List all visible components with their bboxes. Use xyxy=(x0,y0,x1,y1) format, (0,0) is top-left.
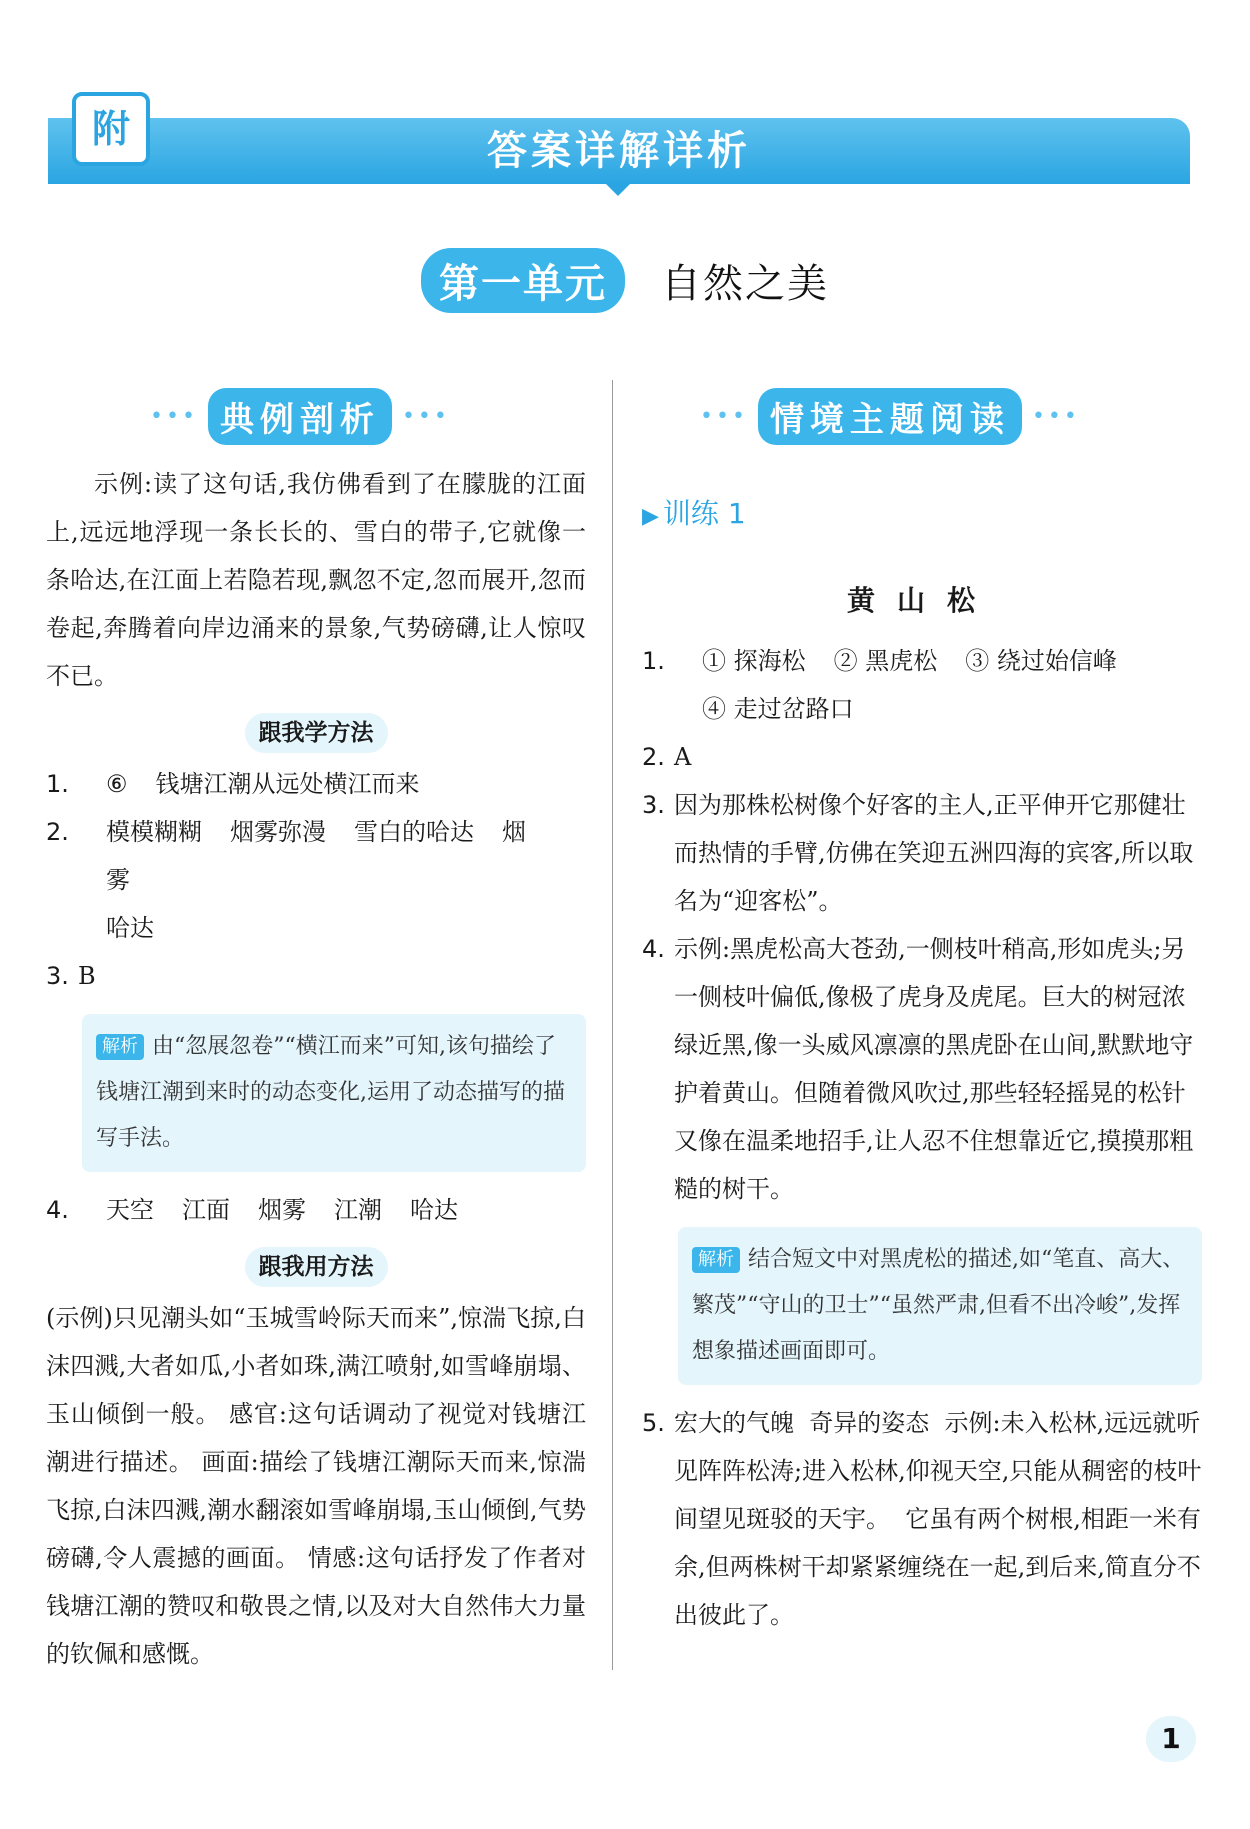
answer-1 xyxy=(642,637,1202,733)
answer-number: 1. xyxy=(642,647,665,675)
unit-name: 自然之美 xyxy=(661,260,829,307)
analysis-text: 由“忽展忽卷”“横江而来”可知,该句描绘了钱塘江潮到来时的动态变化,运用了动态描写的描写手法。 xyxy=(96,1034,565,1151)
training-text: 训练 1 xyxy=(662,497,746,530)
answer-2 xyxy=(642,733,1202,781)
answer-text: 哈达 xyxy=(410,1196,458,1224)
dots-decoration: ••• xyxy=(1031,403,1080,429)
answer-text: 江面 xyxy=(182,1196,230,1224)
analysis-tag: 解析 xyxy=(96,1034,144,1060)
answer-number: 2. xyxy=(46,818,69,846)
right-column xyxy=(642,490,1202,1639)
answer-text: 烟雾 xyxy=(258,1196,306,1224)
answer-text: 示例:黑虎松高大苍劲,一侧枝叶稍高,形如虎头;另一侧枝叶偏低,像极了虎身及虎尾。巨大的树冠浓绿近黑,像一头威风凛凛的黑虎卧在山间,默默地守护着黄山。但随着微风吹过,那些轻轻摇晃的松针又像在温柔地招手,让人忍不住想靠近它,摸摸那粗糙的树干。 xyxy=(674,935,1194,1203)
method-heading-label: 跟我用方法 xyxy=(245,1247,388,1287)
banner-notch xyxy=(606,184,630,196)
answer-number: 5. xyxy=(642,1409,665,1437)
answer-text: 雪白的哈达 xyxy=(354,818,474,846)
dots-decoration: ••• xyxy=(700,403,748,429)
answer-text: ④ 走过岔路口 xyxy=(702,695,854,723)
left-column xyxy=(46,460,586,1678)
answer-4 xyxy=(642,925,1202,1213)
answer-2 xyxy=(46,808,586,952)
dots-decoration: ••• xyxy=(150,403,198,429)
section-label: 典例剖析 xyxy=(208,388,392,445)
answer-1 xyxy=(46,760,586,808)
answer-number: 2. xyxy=(642,743,665,771)
method-heading xyxy=(46,1242,586,1290)
column-divider xyxy=(612,380,613,1670)
analysis-box xyxy=(678,1227,1202,1385)
answer-text: 钱塘江潮从远处横江而来 xyxy=(155,770,420,798)
method-heading-label: 跟我学方法 xyxy=(245,713,388,753)
method-paragraph: (示例)只见潮头如“玉城雪岭际天而来”,惊湍飞掠,白沫四溅,大者如瓜,小者如珠,满江喷射,如雪峰崩塌、玉山倾倒一般。 感官:这句话调动了视觉对钱塘江潮进行描述。 画面:描绘了钱塘江潮际天而来,惊湍飞掠,白沫四溅,潮水翻滚如雪峰崩塌,玉山倾倒,气势磅礴,令人震撼的画面。 情感:这句话抒发了作者对钱塘江潮的赞叹和敬畏之情,以及对大自然伟大力量的钦佩和感慨。 xyxy=(46,1304,586,1668)
section-title-right xyxy=(700,388,1080,444)
answer-number: 3. xyxy=(642,791,665,819)
answer-3 xyxy=(46,952,586,1000)
answer-text: B xyxy=(78,962,96,990)
answer-4 xyxy=(46,1186,586,1234)
page-number: 1 xyxy=(1146,1716,1196,1762)
dots-decoration: ••• xyxy=(401,403,450,429)
unit-label: 第一单元 xyxy=(421,248,625,313)
answer-text: ② 黑虎松 xyxy=(833,647,938,675)
answer-5 xyxy=(642,1399,1202,1639)
answer-text: A xyxy=(674,743,692,771)
analysis-box xyxy=(82,1014,586,1172)
appendix-badge: 附 xyxy=(72,92,150,166)
method-heading xyxy=(46,708,586,756)
training-label xyxy=(642,490,1202,541)
answer-text: 烟雾弥漫 xyxy=(230,818,326,846)
answer-text: 模模糊糊 xyxy=(106,818,202,846)
answer-text: 因为那株松树像个好客的主人,正平伸开它那健壮而热情的手臂,仿佛在笑迎五洲四海的宾客,所以取名为“迎客松”。 xyxy=(674,791,1194,915)
answer-text: 江潮 xyxy=(334,1196,382,1224)
section-label: 情境主题阅读 xyxy=(758,388,1022,445)
answer-3 xyxy=(642,781,1202,925)
answer-number: 4. xyxy=(642,935,665,963)
answer-text: ③ 绕过始信峰 xyxy=(965,647,1117,675)
answer-number: 1. xyxy=(46,770,69,798)
answer-number: 3. xyxy=(46,962,69,990)
answer-text: ⑥ xyxy=(106,770,128,798)
unit-heading xyxy=(0,250,1250,310)
section-title-left xyxy=(150,388,450,444)
answer-text: 烟雾 xyxy=(106,818,526,894)
analysis-text: 结合短文中对黑虎松的描述,如“笔直、高大、繁茂”“守山的卫士”“虽然严肃,但看不出冷峻”,发挥想象描述画面即可。 xyxy=(692,1247,1185,1364)
answer-text: 哈达 xyxy=(106,914,154,942)
example-paragraph: 示例:读了这句话,我仿佛看到了在朦胧的江面上,远远地浮现一条长长的、雪白的带子,它就像一条哈达,在江面上若隐若现,飘忽不定,忽而展开,忽而卷起,奔腾着向岸边涌来的景象,气势磅礴,让人惊叹不已。 xyxy=(46,470,586,690)
analysis-tag: 解析 xyxy=(692,1247,740,1273)
page-title: 答案详解详析 xyxy=(487,128,751,174)
answer-text: 宏大的气魄 奇异的姿态 示例:未入松林,远远就听见阵阵松涛;进入松林,仰视天空,只能从稠密的枝叶间望见斑驳的天宇。 它虽有两个树根,相距一米有余,但两株树干却紧紧缠绕在一起,到后来,简直分不出彼此了。 xyxy=(674,1409,1202,1629)
answer-text: 天空 xyxy=(106,1196,154,1224)
passage-title: 黄山松 xyxy=(846,584,997,617)
answer-number: 4. xyxy=(46,1196,69,1224)
triangle-icon: ▶ xyxy=(642,504,659,529)
answer-text: ① 探海松 xyxy=(702,647,806,675)
